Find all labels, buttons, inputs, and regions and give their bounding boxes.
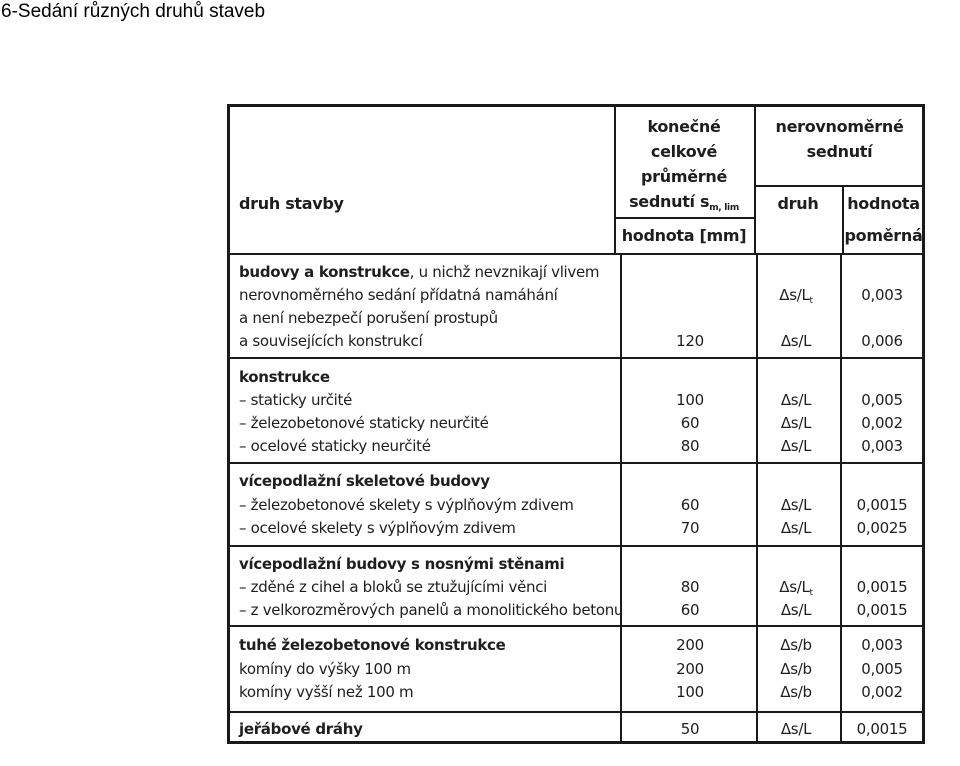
row-kind: Δs/L xyxy=(780,414,812,432)
header-final-unit: hodnota [mm] xyxy=(621,226,747,245)
table-row: – ocelové staticky neurčité xyxy=(239,437,431,455)
row-value: 100 xyxy=(676,683,704,701)
group4-heading: vícepodlažní budovy s nosnými stěnami xyxy=(239,555,565,573)
row-ratio: 0,0025 xyxy=(856,519,908,537)
group1-kind-1: $\Delta s/L_t$ xyxy=(779,286,813,306)
row-kind: Δs/b xyxy=(780,683,812,701)
table-row: – z velkorozměrových panelů a monolitického betonu xyxy=(239,601,624,619)
row-ratio: 0,0015 xyxy=(856,720,908,738)
header-final-l1: konečné xyxy=(647,117,721,136)
row-kind: Δs/L xyxy=(780,720,812,738)
group1-line-2: a není nebezpečí porušení prostupů xyxy=(239,309,498,327)
row-value: 200 xyxy=(676,660,704,678)
group1-line-1: nerovnoměrného sedání přídatná namáhání xyxy=(239,286,558,304)
group2-heading: konstrukce xyxy=(239,368,330,386)
row-kind: Δs/L xyxy=(780,437,812,455)
row-ratio: 0,0015 xyxy=(856,496,908,514)
row-ratio: 0,003 xyxy=(861,636,903,654)
row-ratio: 0,005 xyxy=(861,660,903,678)
table-row: – staticky určité xyxy=(239,391,353,409)
header-value-l2: poměrná xyxy=(844,226,923,245)
header-uneven-l2: sednutí xyxy=(806,142,873,161)
group1-line-3: a souvisejících konstrukcí xyxy=(239,332,423,350)
row-ratio: 0,0015 xyxy=(856,601,908,619)
row-kind: Δs/L xyxy=(780,519,812,537)
row-value: 200 xyxy=(676,636,704,654)
table-row: komíny do výšky 100 m xyxy=(239,660,411,678)
row-kind: $\Delta s/L_t$ xyxy=(779,578,813,598)
row-kind: Δs/b xyxy=(780,636,812,654)
row-kind: Δs/L xyxy=(780,601,812,619)
header-final-l4: sednutí $s_{m, lim}$ xyxy=(629,192,739,213)
rule-h-group-5 xyxy=(230,711,925,713)
group1-kind-2: Δs/L xyxy=(780,332,812,350)
group1-ratio-1: 0,003 xyxy=(861,286,903,304)
table-row: – ocelové skelety s výplňovým zdivem xyxy=(239,519,516,537)
row-ratio: 0,005 xyxy=(861,391,903,409)
header-building-type: druh stavby xyxy=(239,194,344,213)
row-kind: Δs/L xyxy=(780,496,812,514)
rule-h-header-mid-right xyxy=(754,185,925,187)
rule-h-group-3 xyxy=(230,545,925,547)
header-final-l3: průměrné xyxy=(641,167,727,186)
header-kind: druh xyxy=(777,194,819,213)
rule-h-group-2 xyxy=(230,462,925,464)
group1-ratio-2: 0,006 xyxy=(861,332,903,350)
row-value: 80 xyxy=(680,578,700,596)
header-value-l1: hodnota xyxy=(847,194,920,213)
table-row: – zděné z cihel a bloků se ztužujícími věnci xyxy=(239,578,548,596)
row-value: 60 xyxy=(680,601,700,619)
row-ratio: 0,002 xyxy=(861,414,903,432)
row-kind: Δs/b xyxy=(780,660,812,678)
rule-h-group-1 xyxy=(230,357,925,359)
row-kind: Δs/L xyxy=(780,391,812,409)
slide-title: 6-Sedání různých druhů staveb xyxy=(1,1,266,22)
row-value: 80 xyxy=(680,437,700,455)
rule-h-header-mid-left xyxy=(614,217,754,219)
row-value: 70 xyxy=(680,519,700,537)
settlement-table xyxy=(227,104,925,744)
table-row: – železobetonové staticky neurčité xyxy=(239,414,489,432)
row-ratio: 0,003 xyxy=(861,437,903,455)
row-value: 50 xyxy=(680,720,700,738)
row-value: 100 xyxy=(676,391,704,409)
row-ratio: 0,002 xyxy=(861,683,903,701)
header-uneven-l1: nerovnoměrné xyxy=(775,117,904,136)
rule-v-body-1 xyxy=(620,255,622,744)
rule-h-header-bottom xyxy=(230,253,925,255)
rule-h-group-4 xyxy=(230,625,925,627)
row-value: 60 xyxy=(680,414,700,432)
table-row: jeřábové dráhy xyxy=(239,720,363,738)
header-final-l2: celkové xyxy=(650,142,718,161)
table-row: komíny vyšší než 100 m xyxy=(239,683,414,701)
group1-heading: budovy a konstrukce, u nichž nevznikají vlivem xyxy=(239,263,600,281)
table-row: – železobetonové skelety s výplňovým zdivem xyxy=(239,496,574,514)
group1-value: 120 xyxy=(676,332,704,350)
row-value: 60 xyxy=(680,496,700,514)
table-row: tuhé železobetonové konstrukce xyxy=(239,636,506,654)
row-ratio: 0,0015 xyxy=(856,578,908,596)
group3-heading: vícepodlažní skeletové budovy xyxy=(239,472,490,490)
